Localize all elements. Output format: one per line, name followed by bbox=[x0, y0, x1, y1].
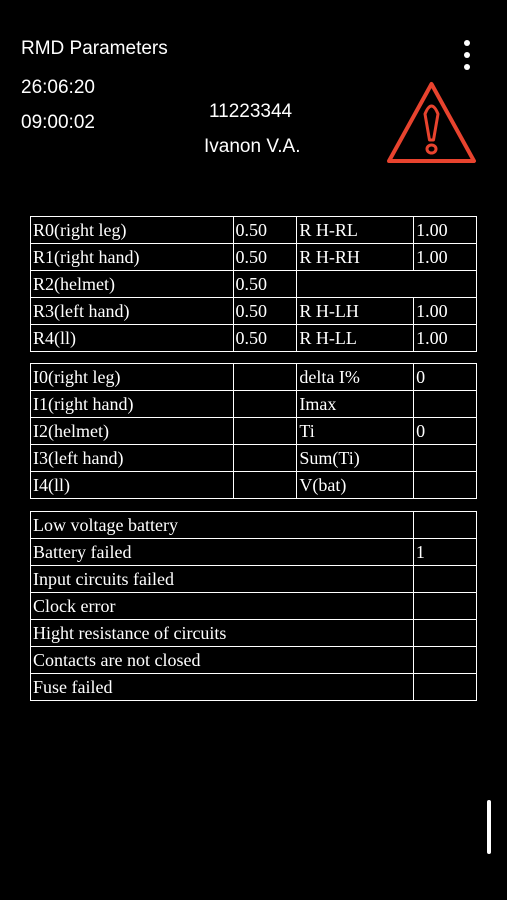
param-value: 0.50 bbox=[233, 271, 297, 298]
error-label: Hight resistance of circuits bbox=[31, 620, 414, 647]
param-label: I1(right hand) bbox=[31, 391, 234, 418]
time-secondary: 09:00:02 bbox=[21, 112, 95, 133]
param-key: R H-LL bbox=[297, 325, 414, 352]
param-value bbox=[233, 418, 297, 445]
error-value bbox=[413, 647, 476, 674]
table-row bbox=[31, 539, 477, 566]
error-label: Clock error bbox=[31, 593, 414, 620]
param-key-value: 0 bbox=[414, 418, 477, 445]
param-key: Imax bbox=[297, 391, 414, 418]
param-label: R3(left hand) bbox=[31, 298, 234, 325]
page-title: RMD Parameters bbox=[21, 38, 168, 59]
error-label: Battery failed bbox=[31, 539, 414, 566]
param-label: I3(left hand) bbox=[31, 445, 234, 472]
table-row bbox=[31, 244, 477, 271]
param-value: 0.50 bbox=[233, 217, 297, 244]
param-key-value: 1.00 bbox=[414, 298, 477, 325]
table-row bbox=[31, 647, 477, 674]
warning-triangle-icon bbox=[385, 80, 478, 166]
table-row bbox=[31, 674, 477, 701]
param-key-value: 1.00 bbox=[414, 217, 477, 244]
param-label: R0(right leg) bbox=[31, 217, 234, 244]
table-row bbox=[31, 566, 477, 593]
error-value bbox=[413, 674, 476, 701]
param-key: R H-RL bbox=[297, 217, 414, 244]
param-value: 0.50 bbox=[233, 298, 297, 325]
error-value bbox=[413, 566, 476, 593]
table-row bbox=[31, 445, 477, 472]
param-key: Sum(Ti) bbox=[297, 445, 414, 472]
table-row bbox=[31, 418, 477, 445]
param-key-value: 0 bbox=[414, 364, 477, 391]
error-label: Fuse failed bbox=[31, 674, 414, 701]
device-id: 11223344 bbox=[209, 101, 293, 122]
error-value bbox=[413, 593, 476, 620]
param-key: Ti bbox=[297, 418, 414, 445]
param-label: I4(ll) bbox=[31, 472, 234, 499]
param-key-value: 1.00 bbox=[414, 244, 477, 271]
param-label: R1(right hand) bbox=[31, 244, 234, 271]
table-row bbox=[31, 217, 477, 244]
table-row bbox=[31, 512, 477, 539]
table-row bbox=[31, 325, 477, 352]
scroll-indicator[interactable] bbox=[487, 800, 491, 854]
time-primary: 26:06:20 bbox=[21, 77, 95, 98]
param-key-value: 1.00 bbox=[414, 325, 477, 352]
param-value bbox=[233, 391, 297, 418]
param-value bbox=[233, 364, 297, 391]
more-vertical-icon[interactable] bbox=[458, 38, 476, 72]
param-label: R2(helmet) bbox=[31, 271, 234, 298]
param-key-value bbox=[414, 391, 477, 418]
param-key: R H-RH bbox=[297, 244, 414, 271]
param-value bbox=[233, 445, 297, 472]
error-value bbox=[413, 620, 476, 647]
error-value: 1 bbox=[413, 539, 476, 566]
error-label: Low voltage battery bbox=[31, 512, 414, 539]
table-row bbox=[31, 620, 477, 647]
table-row bbox=[31, 271, 477, 298]
error-label: Input circuits failed bbox=[31, 566, 414, 593]
table-row bbox=[31, 364, 477, 391]
table-row bbox=[31, 472, 477, 499]
param-label: R4(ll) bbox=[31, 325, 234, 352]
param-value: 0.50 bbox=[233, 325, 297, 352]
param-label: I2(helmet) bbox=[31, 418, 234, 445]
errors-table bbox=[30, 511, 477, 701]
table-row bbox=[31, 298, 477, 325]
param-key-value bbox=[414, 445, 477, 472]
param-label: I0(right leg) bbox=[31, 364, 234, 391]
param-key: V(bat) bbox=[297, 472, 414, 499]
param-key: delta I% bbox=[297, 364, 414, 391]
param-value: 0.50 bbox=[233, 244, 297, 271]
error-value bbox=[413, 512, 476, 539]
param-value bbox=[233, 472, 297, 499]
table-row bbox=[31, 391, 477, 418]
resistance-table bbox=[30, 216, 477, 352]
param-key: R H-LH bbox=[297, 298, 414, 325]
param-key-value bbox=[414, 472, 477, 499]
operator-name: Ivanon V.A. bbox=[204, 136, 301, 157]
param-empty bbox=[297, 271, 477, 298]
error-label: Contacts are not closed bbox=[31, 647, 414, 674]
current-table bbox=[30, 363, 477, 499]
table-row bbox=[31, 593, 477, 620]
